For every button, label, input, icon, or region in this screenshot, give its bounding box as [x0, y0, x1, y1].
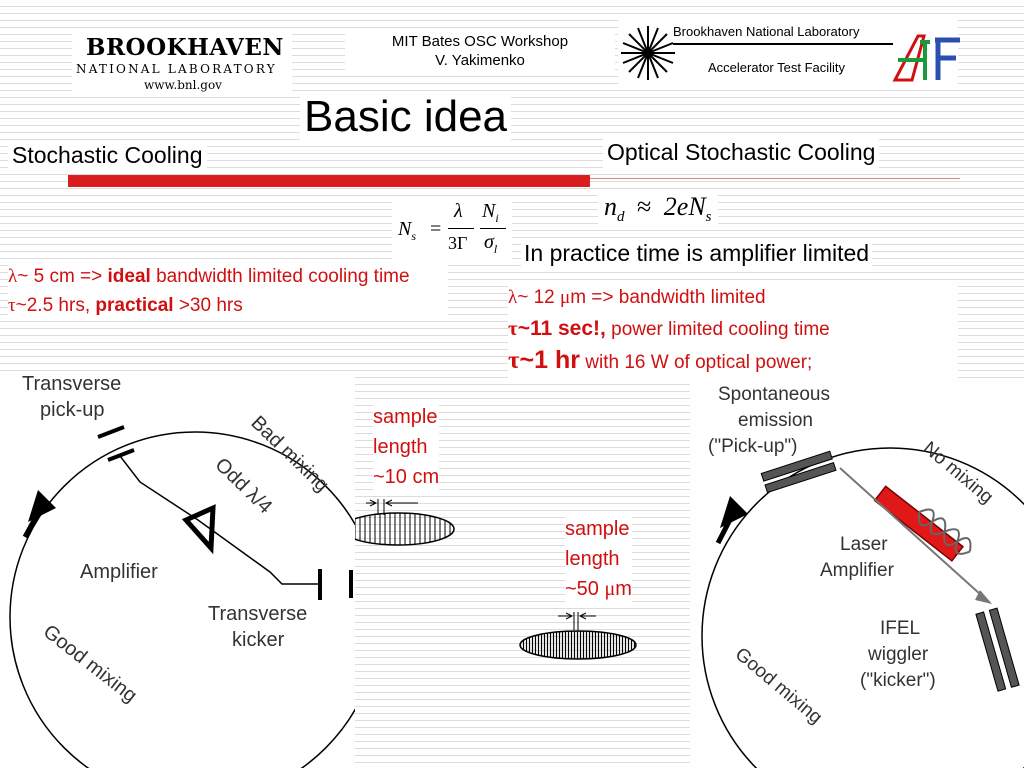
formula-ns-lhs: $N_s$ — [398, 218, 417, 243]
label-wiggler: wiggler — [868, 644, 929, 665]
label-kicker-quote: ("kicker") — [860, 670, 936, 691]
label-spontaneous: Spontaneous — [718, 384, 830, 405]
formula-ns-num1: λ — [454, 200, 463, 222]
formula-ns-den2: $\sigma_l$ — [484, 231, 498, 256]
formula-nd: $n_d \approx 2eN_s$ — [598, 192, 718, 226]
formula-ns-equals: = — [430, 218, 442, 240]
atf-lab-name: Brookhaven National Laboratory — [673, 24, 860, 39]
sample-length-sc: sample length ~10 cm — [373, 402, 439, 492]
atf-mark-icon — [890, 28, 970, 88]
label-emission: emission — [738, 410, 813, 431]
stochastic-cooling-diagram — [0, 372, 355, 768]
divider-thin-line — [590, 178, 960, 179]
workshop-name: MIT Bates OSC Workshop — [391, 33, 569, 50]
workshop-info — [345, 32, 615, 70]
laser-amplifier-icon — [875, 486, 963, 561]
label-laser-amplifier: Amplifier — [820, 560, 894, 581]
osc-ring-svg — [690, 378, 1024, 768]
label-good-mixing: Good mixing — [38, 620, 141, 708]
atf-facility-name: Accelerator Test Facility — [708, 60, 846, 75]
label-amplifier: Amplifier — [80, 561, 158, 583]
label-pickup: pick-up — [40, 399, 105, 421]
kicker-wiggler-icon — [976, 608, 1019, 691]
formula-ns — [392, 200, 512, 260]
page-title: Basic idea — [300, 92, 511, 142]
stochastic-cooling-heading: Stochastic Cooling — [8, 140, 207, 171]
label-odd-quarter-wave: Odd λ/4 — [210, 453, 277, 519]
osc-line-3: τ~1 hr with 16 W of optical power; — [508, 346, 813, 374]
osc-line-2: τ~11 sec!, power limited cooling time — [508, 316, 830, 340]
optical-cooling-text — [508, 282, 958, 378]
stochastic-cooling-text: λ~ 5 cm => ideal bandwidth limited cooling time τ~2.5 hrs, practical >30 hrs — [8, 262, 448, 320]
bnl-subtitle: NATIONAL LABORATORY — [76, 62, 277, 76]
label-transverse-kicker: Transverse — [208, 603, 308, 625]
pickup-plate-top — [98, 427, 124, 437]
sample-ellipse-sc — [338, 495, 458, 555]
label-bad-mixing: Bad mixing — [246, 411, 333, 497]
label-kicker: kicker — [232, 629, 285, 651]
sc-ring-svg — [0, 372, 355, 768]
optical-stochastic-cooling-heading: Optical Stochastic Cooling — [603, 137, 879, 168]
bnl-wordmark: BROOKHAVEN — [86, 34, 284, 61]
formula-ns-den1: 3Γ — [448, 233, 468, 253]
practice-statement: In practice time is amplifier limited — [521, 240, 872, 267]
osc-line-1: λ~ 12 μm => bandwidth limited — [508, 287, 766, 308]
divider-red-bar — [68, 175, 590, 187]
bnl-logo — [72, 28, 292, 94]
presenter-name: V. Yakimenko — [435, 52, 525, 69]
atf-logo — [618, 18, 958, 88]
label-laser: Laser — [840, 534, 888, 555]
sample-length-osc: sample length ~50 μm — [565, 514, 632, 604]
label-pickup-quote: ("Pick-up") — [708, 436, 798, 457]
starburst-icon — [618, 18, 678, 88]
optical-cooling-diagram — [690, 378, 1024, 768]
formula-ns-num2: $N_i$ — [482, 200, 499, 225]
sample-ellipse-osc — [516, 610, 641, 665]
label-transverse-pickup: Transverse — [22, 373, 122, 395]
label-good-mixing: Good mixing — [730, 643, 826, 729]
bnl-url: www.bnl.gov — [144, 78, 222, 92]
label-ifel: IFEL — [880, 618, 921, 639]
label-no-mixing: No mixing — [918, 437, 998, 509]
